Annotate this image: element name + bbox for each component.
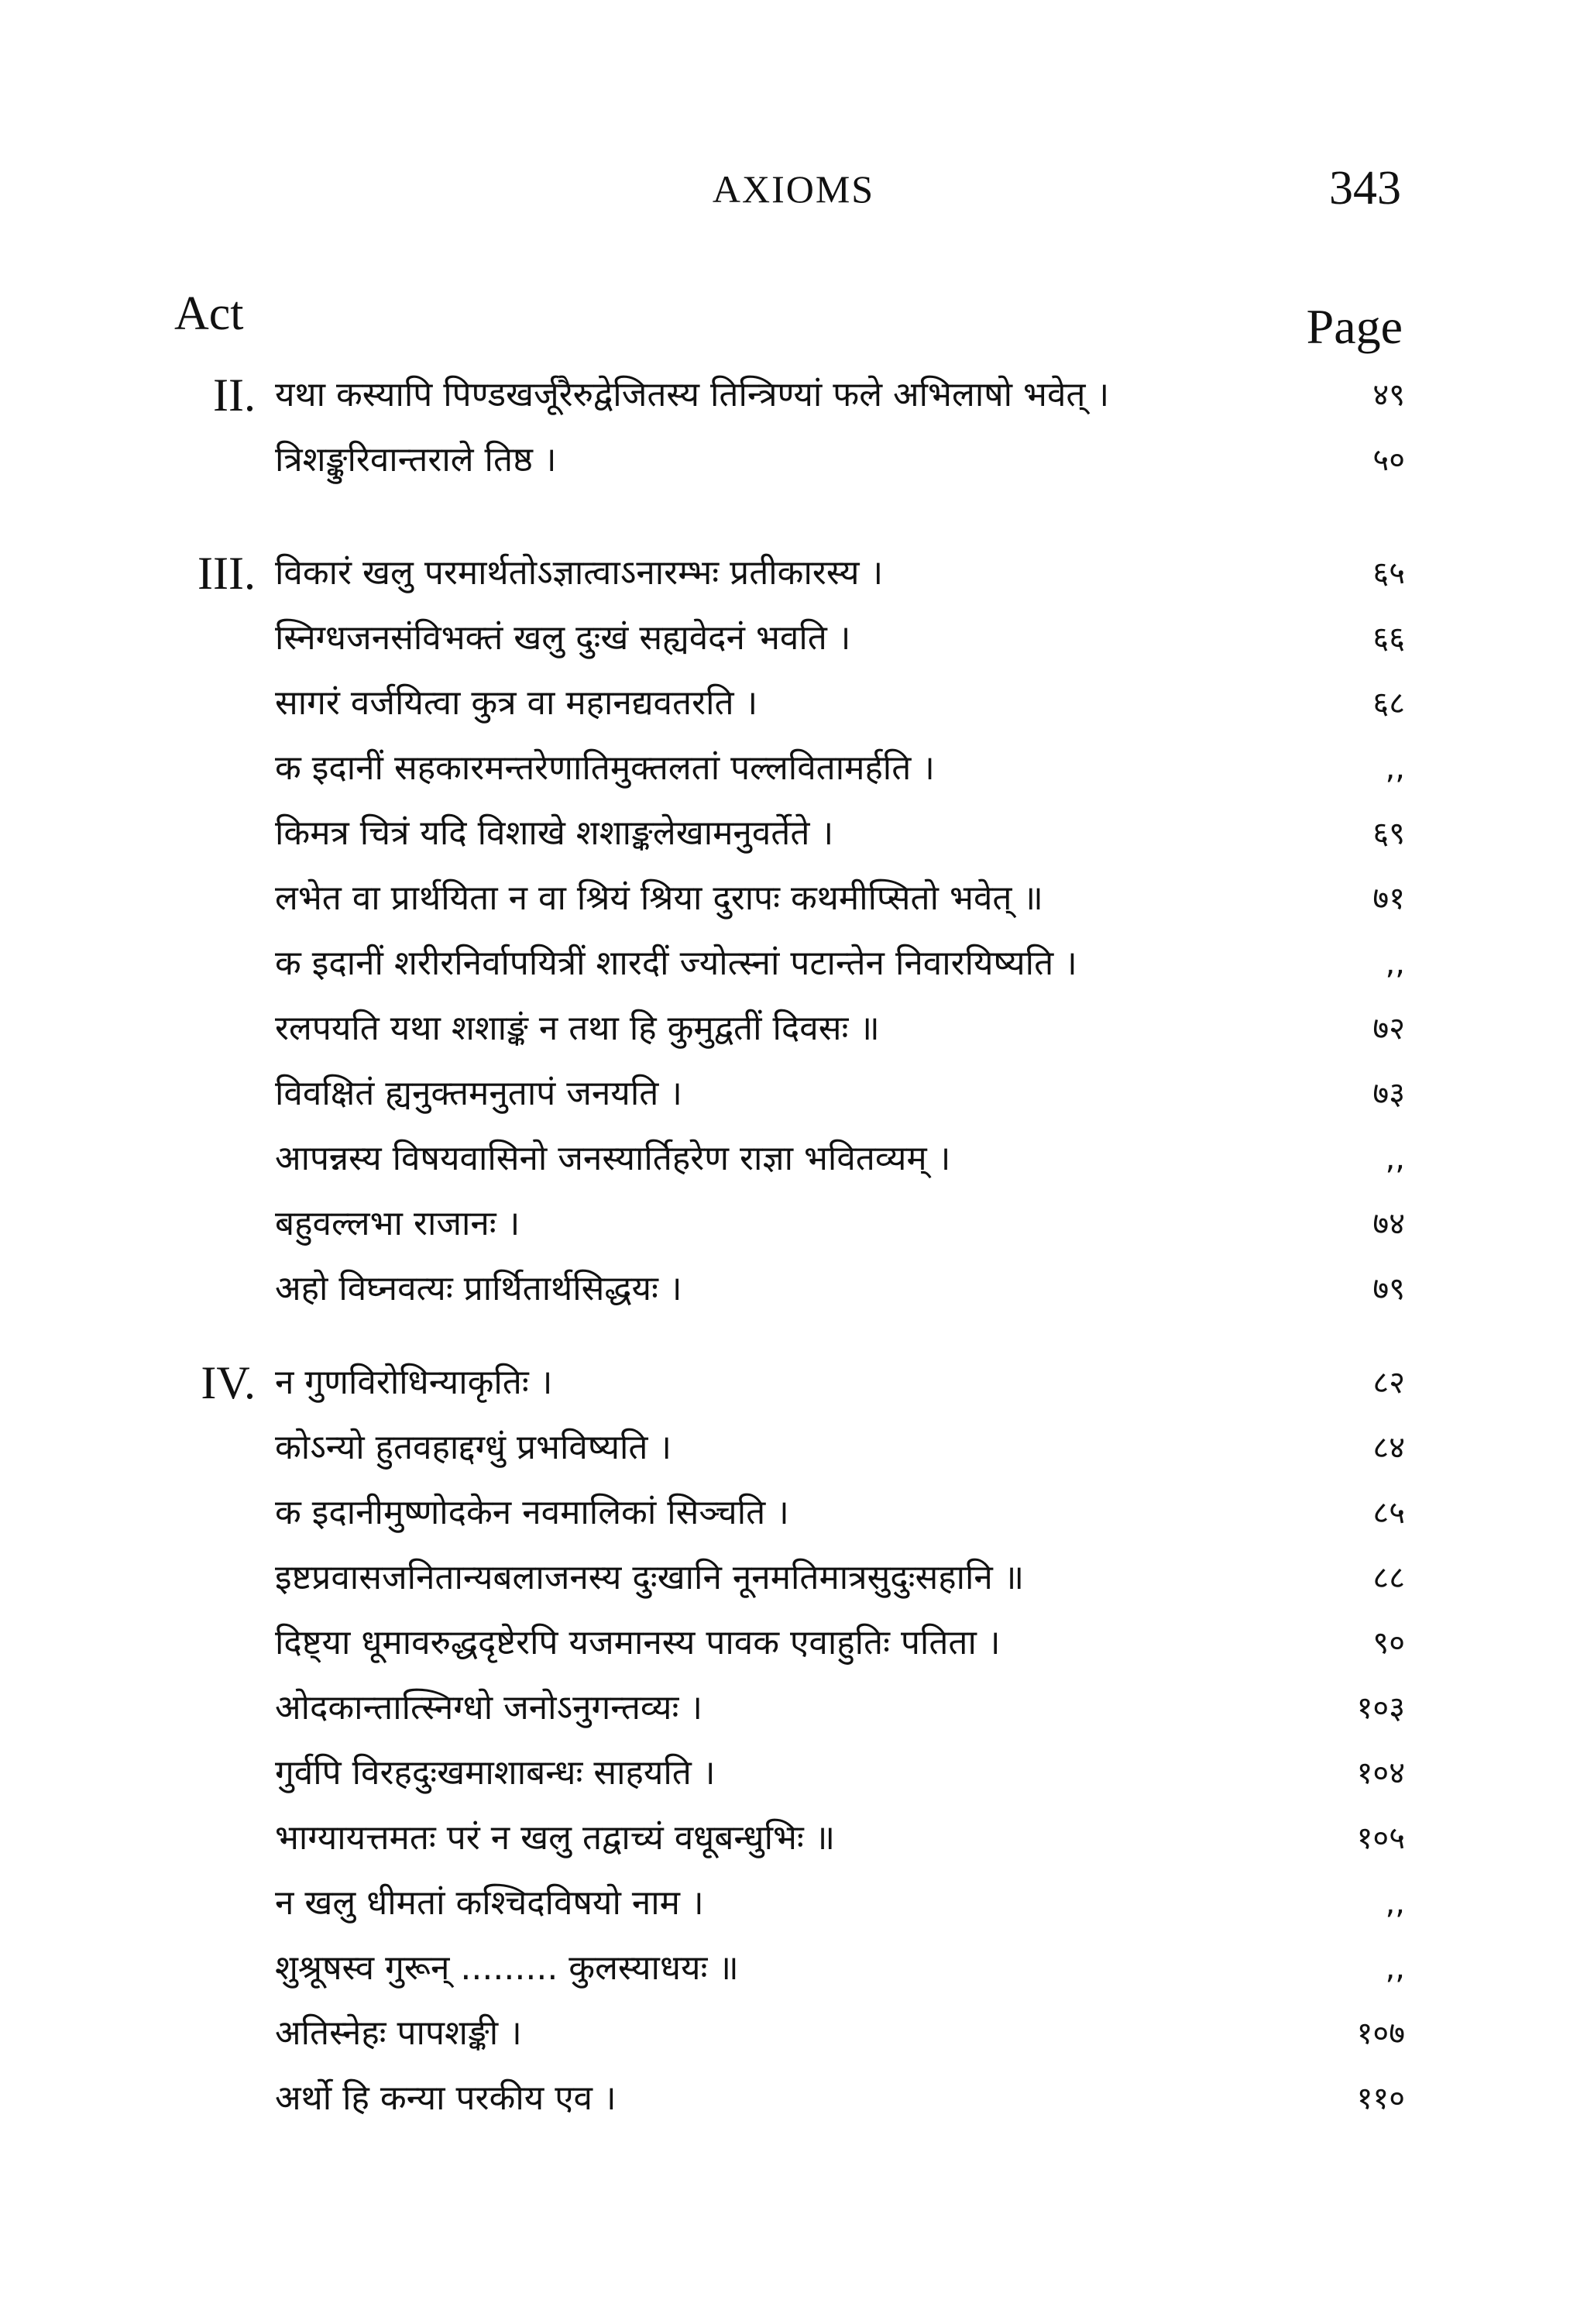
page-reference: ,, [1385, 1886, 1405, 1921]
axiom-entry [0, 1352, 1587, 1414]
page-reference: ८५ [1372, 1495, 1405, 1531]
axiom-entry [0, 672, 1587, 734]
axiom-entry [0, 1937, 1587, 1999]
axiom-text: अहो विघ्नवत्यः प्रार्थितार्थसिद्धयः । [275, 1269, 682, 1308]
axiom-text: कोऽन्यो हुतवहाद्दग्धुं प्रभविष्यति । [275, 1428, 672, 1467]
axiom-entry [0, 1258, 1587, 1320]
page-reference: ७३ [1372, 1076, 1405, 1112]
axiom-entry [0, 1128, 1587, 1190]
axiom-text: आपन्नस्य विषयवासिनो जनस्यार्तिहरेण राज्ञा भवितव्यम् । [275, 1139, 951, 1178]
page-reference: ६६ [1372, 621, 1405, 656]
page-reference: १०५ [1356, 1820, 1405, 1856]
axiom-entry [0, 1677, 1587, 1739]
page-reference: ७९ [1372, 1271, 1405, 1307]
axiom-entry [0, 1807, 1587, 1869]
page-number: 343 [1329, 162, 1401, 215]
axiom-text: क इदानीं शरीरनिर्वापयित्रीं शारदीं ज्योत्स्नां पटान्तेन निवारयिष्यति । [275, 944, 1077, 983]
axiom-entry [0, 1742, 1587, 1804]
page-reference: ४९ [1372, 377, 1405, 413]
axiom-entry [0, 1063, 1587, 1125]
page-reference: ६८ [1372, 686, 1405, 721]
page-reference: १०४ [1356, 1755, 1405, 1791]
page-reference: ,, [1385, 946, 1405, 982]
axiom-entry [0, 1482, 1587, 1544]
axiom-entry [0, 607, 1587, 669]
axiom-text: बहुवल्लभा राजानः । [275, 1204, 520, 1243]
axiom-entry [0, 2003, 1587, 2064]
page-reference: ,, [1385, 1141, 1405, 1177]
axiom-text: ओदकान्तात्स्निग्धो जनोऽनुगन्तव्यः । [275, 1688, 703, 1728]
act-numeral: III. [198, 548, 256, 599]
axiom-entry [0, 542, 1587, 604]
page-reference: ८२ [1372, 1365, 1405, 1401]
page-reference: १०३ [1356, 1690, 1405, 1726]
axiom-text: रलपयति यथा शशाङ्कं न तथा हि कुमुद्वतीं दिवसः ॥ [275, 1009, 880, 1048]
axiom-text: त्रिशङ्कुरिवान्तराले तिष्ठ । [275, 440, 557, 480]
page-reference: ७२ [1372, 1011, 1405, 1047]
axiom-entry [0, 1872, 1587, 1934]
page-reference: ११० [1356, 2081, 1405, 2116]
axiom-text: स्निग्धजनसंविभक्तं खलु दुःखं सह्यवेदनं भवति । [275, 618, 851, 658]
axiom-text: अर्थो हि कन्या परकीय एव । [275, 2078, 617, 2118]
axiom-text: लभेत वा प्रार्थयिता न वा श्रियं श्रिया दुरापः कथमीप्सितो भवेत् ॥ [275, 878, 1043, 918]
axiom-entry [0, 364, 1587, 426]
axiom-text: इष्टप्रवासजनितान्यबलाजनस्य दुःखानि नूनमतिमात्रसुदुःसहानि ॥ [275, 1558, 1025, 1597]
page-reference: ८४ [1372, 1430, 1405, 1466]
act-numeral: IV. [201, 1357, 256, 1408]
axiom-text: शुश्रूषस्व गुरून् ......... कुलस्याधयः ॥ [275, 1948, 739, 1988]
page-reference: ७१ [1372, 881, 1405, 916]
page-reference: ८८ [1372, 1560, 1405, 1596]
axiom-entry [0, 803, 1587, 865]
page-reference: ६५ [1372, 555, 1405, 591]
axiom-entry [0, 998, 1587, 1060]
axiom-text: अतिस्नेहः पापशङ्की । [275, 2013, 522, 2053]
axiom-entry [0, 737, 1587, 799]
axiom-text: सागरं वर्जयित्वा कुत्र वा महानद्यवतरति । [275, 683, 758, 723]
axiom-entry [0, 2068, 1587, 2130]
page-reference: ,, [1385, 751, 1405, 786]
axiom-text: क इदानीं सहकारमन्तरेणातिमुक्तलतां पल्लवितामर्हति । [275, 748, 935, 788]
running-header-title: AXIOMS [712, 167, 875, 211]
page-reference: ६९ [1372, 816, 1405, 851]
axiom-text: गुर्वपि विरहदुःखमाशाबन्धः साहयति । [275, 1753, 716, 1793]
page-reference: ९० [1372, 1625, 1405, 1661]
axiom-text: भाग्यायत्तमतः परं न खलु तद्वाच्यं वधूबन्धुभिः ॥ [275, 1818, 836, 1858]
page-reference: ५० [1372, 442, 1405, 478]
axiom-entry [0, 1417, 1587, 1479]
axiom-entry [0, 429, 1587, 491]
axiom-text: किमत्र चित्रं यदि विशाखे शशाङ्कलेखामनुवर्तेते । [275, 813, 834, 853]
column-heading-page: Page [1306, 299, 1403, 354]
page-reference: ७४ [1372, 1206, 1405, 1242]
axiom-text: विवक्षितं ह्यनुक्तमनुतापं जनयति । [275, 1074, 682, 1113]
axiom-entry [0, 868, 1587, 930]
axiom-text: न गुणविरोधिन्याकृतिः । [275, 1363, 553, 1402]
column-heading-act: Act [174, 287, 244, 340]
axiom-entry [0, 1547, 1587, 1609]
page-reference: १०७ [1356, 2016, 1405, 2051]
axiom-entry [0, 1612, 1587, 1674]
act-numeral: II. [213, 370, 256, 421]
page-reference: ,, [1385, 1951, 1405, 1986]
axiom-text: विकारं खलु परमार्थतोऽज्ञात्वाऽनारम्भः प्रतीकारस्य । [275, 553, 884, 593]
axiom-text: न खलु धीमतां कश्चिदविषयो नाम । [275, 1883, 704, 1923]
axiom-entry [0, 1193, 1587, 1255]
axiom-entry [0, 933, 1587, 995]
axiom-text: क इदानीमुष्णोदकेन नवमालिकां सिञ्चति । [275, 1493, 789, 1532]
axiom-text: यथा कस्यापि पिण्डखर्जूरैरुद्वेजितस्य तिन्त्रिण्यां फले अभिलाषो भवेत् । [275, 375, 1110, 414]
axiom-text: दिष्ट्या धूमावरुद्धदृष्टेरपि यजमानस्य पावक एवाहुतिः पतिता । [275, 1623, 1001, 1662]
